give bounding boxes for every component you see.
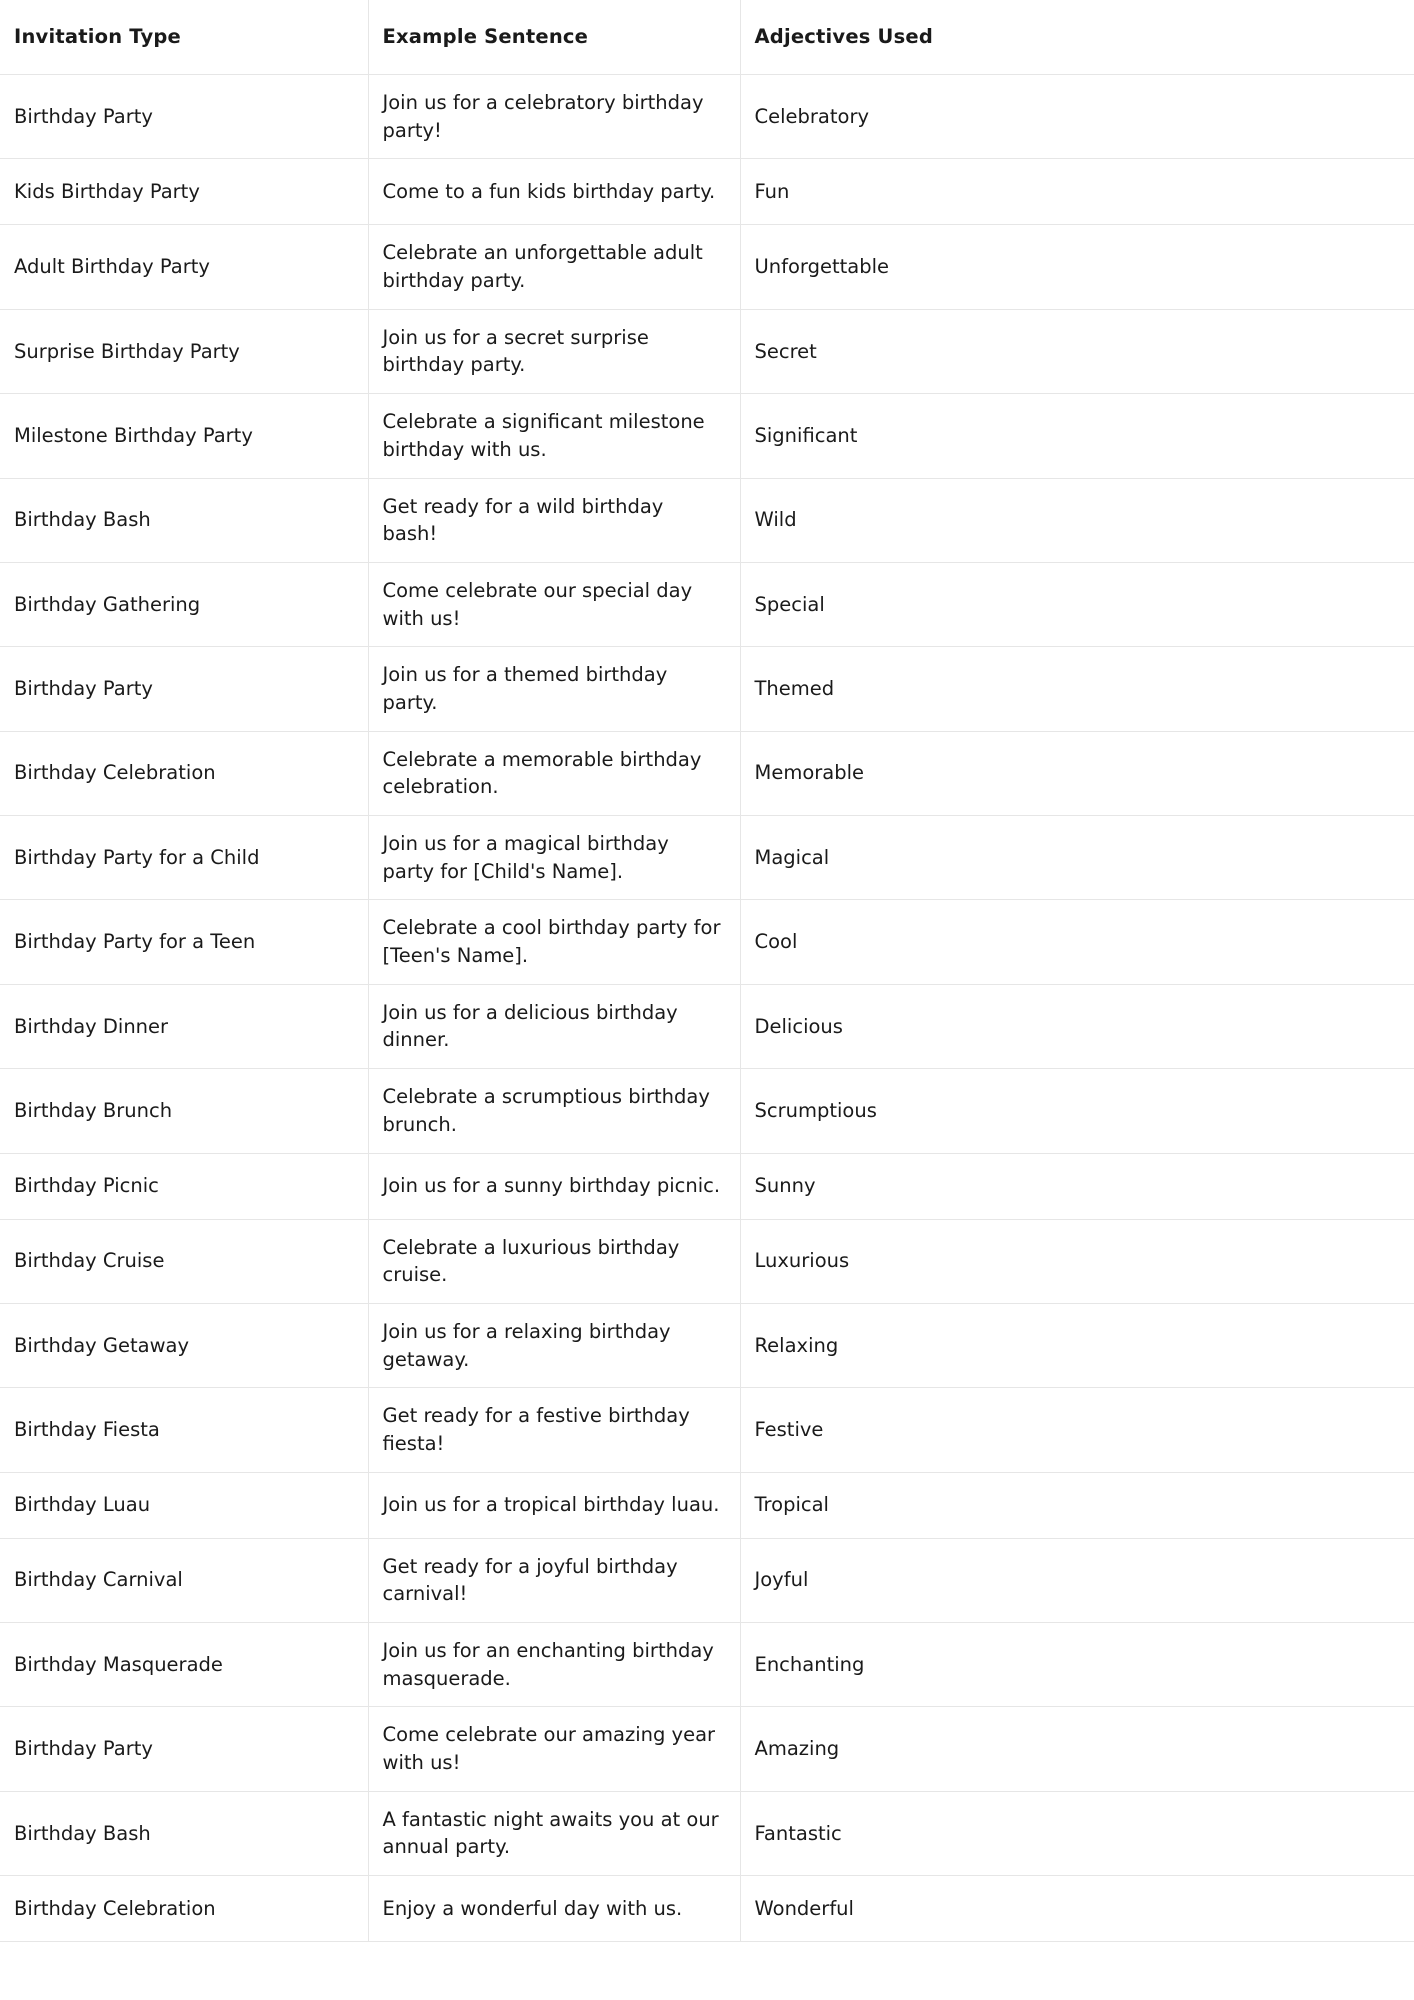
cell-example-sentence: Come celebrate our special day with us!: [368, 562, 740, 646]
table-row: [0, 1219, 1414, 1303]
table-row: [0, 75, 1414, 159]
cell-invitation-type: Birthday Party for a Teen: [0, 900, 368, 984]
table-body: [0, 75, 1414, 1942]
cell-example-sentence: Celebrate an unforgettable adult birthday party.: [368, 225, 740, 309]
table-row: [0, 394, 1414, 478]
cell-adjective: Luxurious: [740, 1219, 1414, 1303]
cell-adjective: Festive: [740, 1388, 1414, 1472]
cell-invitation-type: Birthday Brunch: [0, 1069, 368, 1153]
cell-example-sentence: Celebrate a memorable birthday celebration.: [368, 731, 740, 815]
cell-adjective: Special: [740, 562, 1414, 646]
table-row: [0, 647, 1414, 731]
cell-adjective: Sunny: [740, 1153, 1414, 1219]
cell-adjective: Scrumptious: [740, 1069, 1414, 1153]
cell-adjective: Delicious: [740, 984, 1414, 1068]
cell-example-sentence: Come to a fun kids birthday party.: [368, 159, 740, 225]
cell-adjective: Joyful: [740, 1538, 1414, 1622]
cell-invitation-type: Birthday Fiesta: [0, 1388, 368, 1472]
cell-invitation-type: Birthday Carnival: [0, 1538, 368, 1622]
cell-invitation-type: Adult Birthday Party: [0, 225, 368, 309]
table-row: [0, 1069, 1414, 1153]
column-header-adjectives-used: Adjectives Used: [740, 0, 1414, 75]
cell-invitation-type: Birthday Masquerade: [0, 1623, 368, 1707]
table-row: [0, 1388, 1414, 1472]
cell-adjective: Wild: [740, 478, 1414, 562]
cell-example-sentence: Get ready for a wild birthday bash!: [368, 478, 740, 562]
cell-example-sentence: Join us for a secret surprise birthday party.: [368, 309, 740, 393]
cell-example-sentence: Join us for a sunny birthday picnic.: [368, 1153, 740, 1219]
cell-example-sentence: Join us for a themed birthday party.: [368, 647, 740, 731]
table-row: [0, 731, 1414, 815]
cell-example-sentence: Join us for a magical birthday party for [Child's Name].: [368, 816, 740, 900]
cell-example-sentence: Join us for a celebratory birthday party!: [368, 75, 740, 159]
cell-example-sentence: Come celebrate our amazing year with us!: [368, 1707, 740, 1791]
cell-invitation-type: Birthday Bash: [0, 1791, 368, 1875]
column-header-invitation-type: Invitation Type: [0, 0, 368, 75]
table-row: [0, 816, 1414, 900]
cell-example-sentence: Enjoy a wonderful day with us.: [368, 1876, 740, 1942]
cell-adjective: Enchanting: [740, 1623, 1414, 1707]
cell-invitation-type: Birthday Celebration: [0, 1876, 368, 1942]
cell-invitation-type: Birthday Dinner: [0, 984, 368, 1068]
cell-example-sentence: Celebrate a significant milestone birthday with us.: [368, 394, 740, 478]
cell-invitation-type: Birthday Cruise: [0, 1219, 368, 1303]
cell-invitation-type: Milestone Birthday Party: [0, 394, 368, 478]
cell-adjective: Memorable: [740, 731, 1414, 815]
table-header-row: [0, 0, 1414, 75]
cell-adjective: Unforgettable: [740, 225, 1414, 309]
table-row: [0, 1303, 1414, 1387]
table-header: [0, 0, 1414, 75]
cell-example-sentence: Join us for a relaxing birthday getaway.: [368, 1303, 740, 1387]
cell-adjective: Fantastic: [740, 1791, 1414, 1875]
cell-adjective: Wonderful: [740, 1876, 1414, 1942]
table-row: [0, 478, 1414, 562]
table-row: [0, 1153, 1414, 1219]
table-row: [0, 900, 1414, 984]
cell-example-sentence: Celebrate a cool birthday party for [Teen's Name].: [368, 900, 740, 984]
table-row: [0, 1623, 1414, 1707]
table-row: [0, 309, 1414, 393]
cell-adjective: Significant: [740, 394, 1414, 478]
cell-example-sentence: Join us for a tropical birthday luau.: [368, 1472, 740, 1538]
cell-invitation-type: Birthday Luau: [0, 1472, 368, 1538]
cell-invitation-type: Surprise Birthday Party: [0, 309, 368, 393]
cell-invitation-type: Kids Birthday Party: [0, 159, 368, 225]
column-header-example-sentence: Example Sentence: [368, 0, 740, 75]
table-row: [0, 1538, 1414, 1622]
cell-invitation-type: Birthday Bash: [0, 478, 368, 562]
cell-example-sentence: Join us for an enchanting birthday masquerade.: [368, 1623, 740, 1707]
cell-example-sentence: A fantastic night awaits you at our annual party.: [368, 1791, 740, 1875]
cell-invitation-type: Birthday Party for a Child: [0, 816, 368, 900]
cell-adjective: Tropical: [740, 1472, 1414, 1538]
cell-invitation-type: Birthday Party: [0, 647, 368, 731]
cell-example-sentence: Get ready for a festive birthday fiesta!: [368, 1388, 740, 1472]
cell-adjective: Secret: [740, 309, 1414, 393]
cell-adjective: Cool: [740, 900, 1414, 984]
cell-adjective: Fun: [740, 159, 1414, 225]
table-row: [0, 159, 1414, 225]
table-row: [0, 562, 1414, 646]
table-row: [0, 225, 1414, 309]
table-row: [0, 1707, 1414, 1791]
cell-example-sentence: Celebrate a luxurious birthday cruise.: [368, 1219, 740, 1303]
cell-invitation-type: Birthday Party: [0, 1707, 368, 1791]
table-row: [0, 984, 1414, 1068]
cell-adjective: Themed: [740, 647, 1414, 731]
cell-example-sentence: Celebrate a scrumptious birthday brunch.: [368, 1069, 740, 1153]
cell-adjective: Magical: [740, 816, 1414, 900]
cell-example-sentence: Join us for a delicious birthday dinner.: [368, 984, 740, 1068]
cell-adjective: Relaxing: [740, 1303, 1414, 1387]
cell-invitation-type: Birthday Party: [0, 75, 368, 159]
cell-invitation-type: Birthday Celebration: [0, 731, 368, 815]
cell-adjective: Celebratory: [740, 75, 1414, 159]
cell-invitation-type: Birthday Getaway: [0, 1303, 368, 1387]
cell-invitation-type: Birthday Gathering: [0, 562, 368, 646]
cell-invitation-type: Birthday Picnic: [0, 1153, 368, 1219]
table-row: [0, 1876, 1414, 1942]
cell-example-sentence: Get ready for a joyful birthday carnival!: [368, 1538, 740, 1622]
table-row: [0, 1472, 1414, 1538]
table-row: [0, 1791, 1414, 1875]
cell-adjective: Amazing: [740, 1707, 1414, 1791]
